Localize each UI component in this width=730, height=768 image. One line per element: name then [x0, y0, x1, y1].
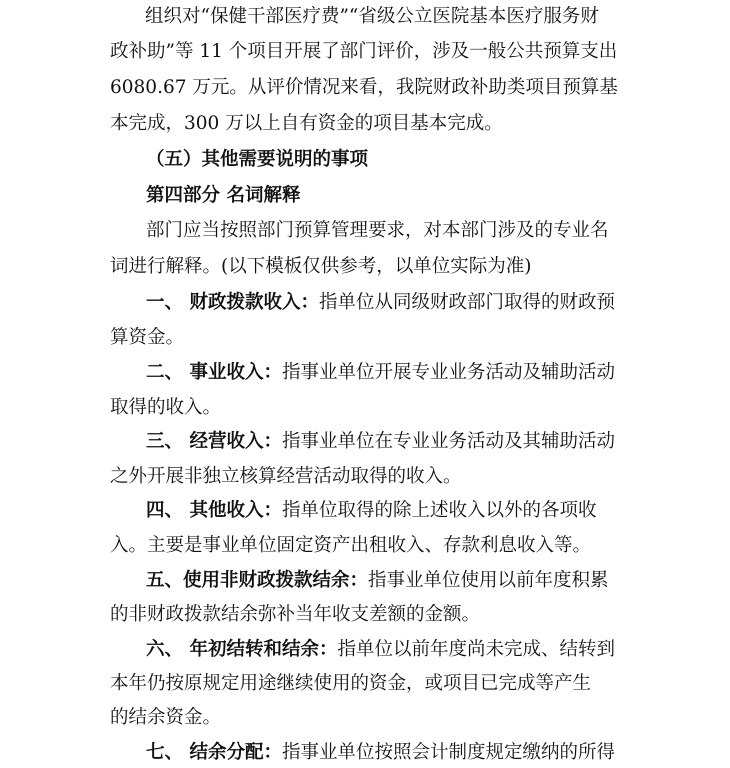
term-7-line: [146, 740, 615, 766]
term-7-definition: 指事业单位按照会计制度规定缴纳的所得: [281, 742, 615, 763]
term-4-definition: 指单位取得的除上述收入以外的各项收: [281, 500, 597, 521]
term-6-continuation-1: 本年仍按原规定用途继续使用的资金，或项目已完成等产生: [110, 673, 592, 694]
evaluation-line-2: 政补助”等 11 个项目开展了部门评价，涉及一般公共预算支出: [110, 41, 618, 62]
intro-line-1: 部门应当按照部门预算管理要求，对本部门涉及的专业名: [146, 220, 609, 241]
term-6-line: [146, 637, 615, 663]
term-5-line: [146, 568, 609, 594]
term-4-name: 四、 其他收入：: [146, 500, 282, 521]
term-3-line: [146, 429, 615, 455]
term-3-name: 三、 经营收入：: [146, 431, 282, 452]
term-6-name: 六、 年初结转和结余：: [146, 639, 338, 660]
section-five-heading: （五）其他需要说明的事项: [146, 149, 369, 170]
term-1-line: [146, 290, 615, 316]
term-5-definition: 指事业单位使用以前年度积累: [368, 570, 609, 591]
term-5-continuation: 的非财政拨款结余弥补当年收支差额的金额。: [110, 604, 481, 625]
term-1-continuation: 算资金。: [110, 327, 185, 348]
term-5-name: 五、使用非财政拨款结余：: [146, 570, 369, 591]
term-1-definition: 指单位从同级财政部门取得的财政预: [318, 292, 615, 313]
term-4-continuation: 入。主要是事业单位固定资产出租收入、存款利息收入等。: [110, 535, 592, 556]
term-1-name: 一、 财政拨款收入：: [146, 292, 319, 313]
term-2-continuation: 取得的收入。: [110, 397, 222, 418]
term-2-name: 二、 事业收入：: [146, 362, 282, 383]
term-6-continuation-2: 的结余资金。: [110, 707, 222, 728]
evaluation-line-3: 6080.67 万元。从评价情况来看，我院财政补助类项目预算基: [110, 77, 618, 98]
evaluation-line-1: 组织对“保健干部医疗费”“省级公立医院基本医疗服务财: [145, 6, 599, 27]
term-7-name: 七、 结余分配：: [146, 742, 282, 763]
term-6-definition: 指单位以前年度尚未完成、结转到: [337, 639, 615, 660]
term-2-line: [146, 360, 615, 386]
term-2-definition: 指事业单位开展专业业务活动及辅助活动: [281, 362, 615, 383]
term-3-definition: 指事业单位在专业业务活动及其辅助活动: [281, 431, 615, 452]
intro-line-2: 词进行解释。(以下模板仅供参考，以单位实际为准): [110, 256, 532, 277]
part-four-heading: 第四部分 名词解释: [146, 185, 301, 206]
evaluation-line-4: 本完成，300 万以上自有资金的项目基本完成。: [110, 113, 503, 134]
term-3-continuation: 之外开展非独立核算经营活动取得的收入。: [110, 466, 462, 487]
term-4-line: [146, 498, 596, 524]
